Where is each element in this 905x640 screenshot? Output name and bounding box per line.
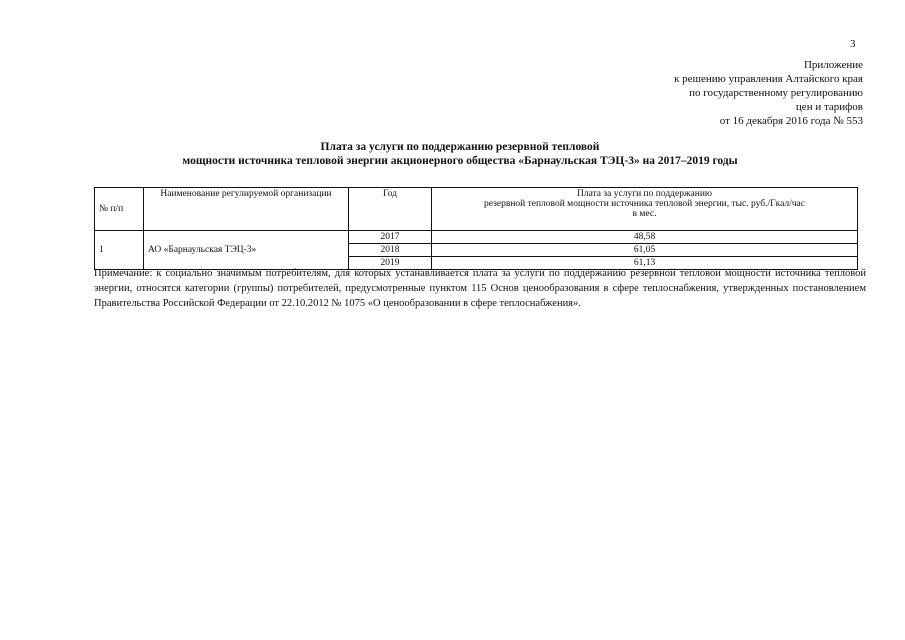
header-fee [432,188,858,231]
header-year: Год [349,188,432,231]
table-header-row [95,188,858,231]
title-line-1: Плата за услуги по поддержанию резервной тепловой [320,141,600,153]
row-organization: АО «Барнаульская ТЭЦ-3» [144,231,349,270]
row-year: 2017 [349,231,432,244]
row-fee: 61,05 [432,244,858,257]
appendix-header [674,58,863,128]
header-organization: Наименование регулируемой организации [144,188,349,231]
document-title [90,140,830,168]
appendix-line: от 16 декабря 2016 года № 553 [719,115,863,127]
row-year: 2018 [349,244,432,257]
page-number: 3 [850,38,856,50]
table-row [95,231,858,244]
title-line-2: мощности источника тепловой энергии акционерного общества «Барнаульская ТЭЦ-3» на 2017–2019 годы [182,155,738,167]
appendix-line: к решению управления Алтайского края [674,73,863,85]
footnote: Примечание: к социально значимым потребителям, для которых устанавливается плата за услуги по поддержанию резервной тепловой мощности источника тепловой энергии, относятся категории (группы) потребителей, предусмотренные пунктом 115 Основ ценообразования в сфере теплоснабжения, утвержденных постановлением Правительства Российской Федерации от 22.10.2012 № 1075 «О ценообразовании в сфере теплоснабжения». [94,268,866,309]
row-number: 1 [95,231,144,270]
header-fee-line: в мес. [632,209,657,219]
tariff-table [94,187,858,270]
appendix-line: по государственному регулированию [689,87,863,99]
appendix-line: Приложение [803,59,863,71]
header-fee-line: Плата за услуги по поддержанию [576,189,713,199]
header-number: № п/п [95,188,144,231]
header-fee-line: резервной тепловой мощности источника тепловой энергии, тыс. руб./Гкал/час [484,199,805,209]
row-fee: 48,58 [432,231,858,244]
appendix-line: цен и тарифов [795,101,863,113]
row-fee: 61,13 [432,257,858,270]
row-year: 2019 [349,257,432,270]
